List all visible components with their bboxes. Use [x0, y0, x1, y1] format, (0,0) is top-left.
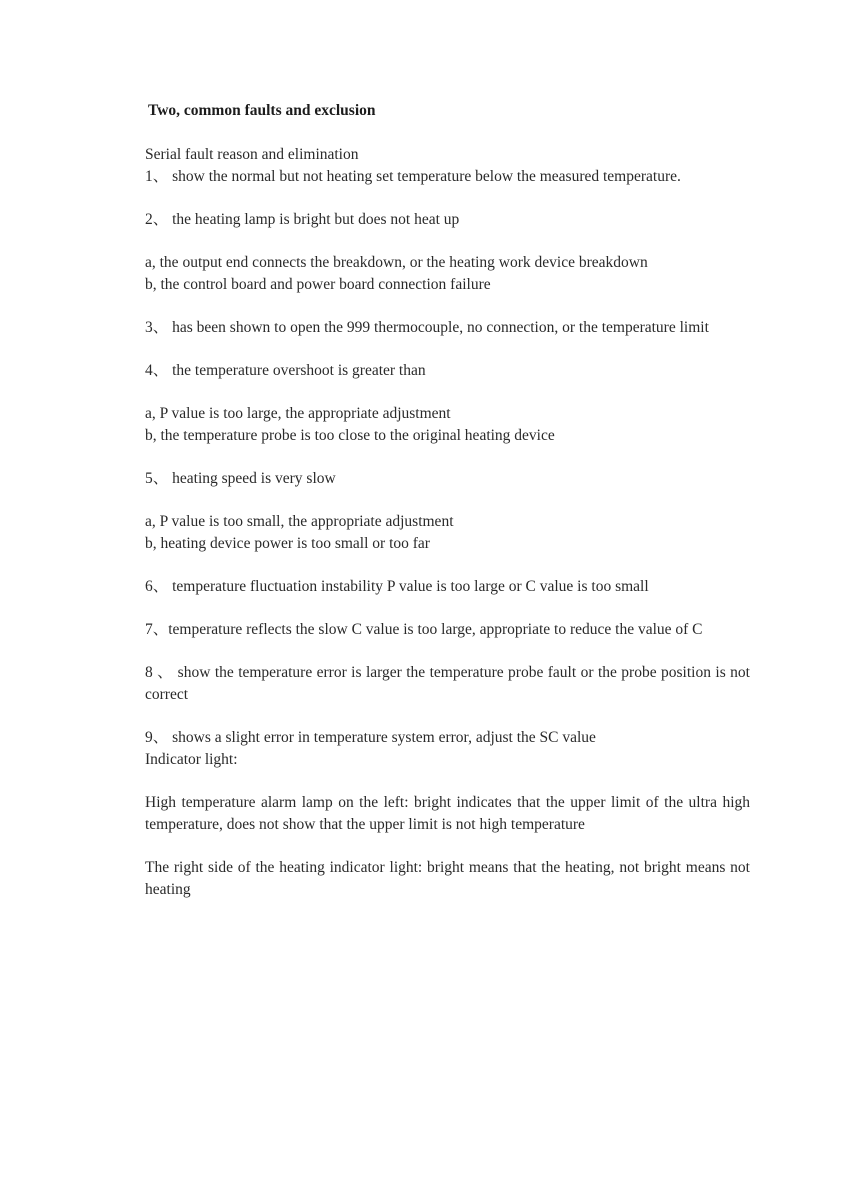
fault-item-4b: b, the temperature probe is too close to the original heating device [145, 427, 555, 444]
indicator-right-description: The right side of the heating indicator light: bright means that the heating, not bright means not heating [145, 859, 750, 898]
section-heading: Two, common faults and exclusion [148, 102, 376, 119]
fault-item-9: 9、 shows a slight error in temperature system error, adjust the SC value [145, 729, 596, 746]
fault-item-2a: a, the output end connects the breakdown, or the heating work device breakdown [145, 254, 648, 271]
indicator-heading: Indicator light: [145, 751, 238, 768]
fault-item-4a: a, P value is too large, the appropriate adjustment [145, 405, 451, 422]
fault-item-4: 4、 the temperature overshoot is greater than [145, 362, 426, 379]
fault-item-8: 8 、 show the temperature error is larger the temperature probe fault or the probe position is not correct [145, 664, 750, 703]
fault-item-5: 5、 heating speed is very slow [145, 470, 336, 487]
fault-item-3: 3、 has been shown to open the 999 thermocouple, no connection, or the temperature limit [145, 319, 709, 336]
fault-item-5a: a, P value is too small, the appropriate adjustment [145, 513, 454, 530]
fault-item-6: 6、 temperature fluctuation instability P value is too large or C value is too small [145, 578, 649, 595]
intro-line: Serial fault reason and elimination [145, 146, 359, 163]
fault-item-2b: b, the control board and power board connection failure [145, 276, 491, 293]
fault-item-1: 1、 show the normal but not heating set temperature below the measured temperature. [145, 168, 681, 185]
fault-item-5b: b, heating device power is too small or too far [145, 535, 430, 552]
indicator-left-description: High temperature alarm lamp on the left: bright indicates that the upper limit of the ultra high temperature, does not show that the upper limit is not high temperature [145, 794, 750, 833]
document-body [145, 100, 750, 901]
fault-item-7: 7、temperature reflects the slow C value is too large, appropriate to reduce the value of C [145, 621, 703, 638]
fault-item-2: 2、 the heating lamp is bright but does not heat up [145, 211, 460, 228]
